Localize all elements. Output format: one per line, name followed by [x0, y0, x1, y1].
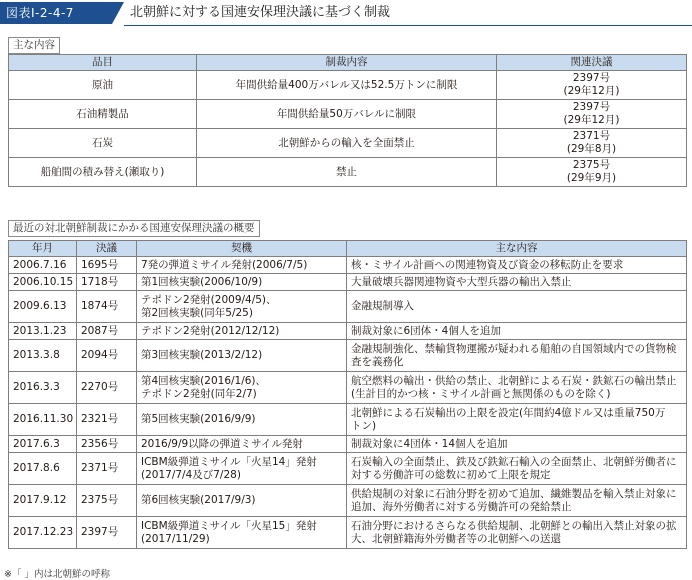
content-cell [347, 257, 687, 274]
col-header: 制裁内容 [197, 55, 497, 71]
resolution-cell [497, 100, 687, 129]
item-cell: 船舶間の積み替え(瀬取り) [9, 158, 197, 187]
figure-number: 図表Ⅰ-2-4-7 [0, 2, 112, 24]
resolution-cell: 2371号 [77, 453, 137, 485]
col-header: 決議 [77, 241, 137, 257]
trigger-line: 第5回核実験(2016/9/9) [141, 413, 256, 425]
sanction-content-cell: 年間供給量400万バレル又は52.5万トンに制限 [197, 71, 497, 100]
resolution-cell: 2397号 [77, 517, 137, 549]
item-cell: 原油 [9, 71, 197, 100]
date-cell: 2017.8.6 [9, 453, 77, 485]
trigger-line: テポドン2発射(2009/4/5)、 [141, 293, 277, 306]
table-row [9, 291, 687, 323]
trigger-line: (2017/11/29) [141, 532, 210, 545]
content-line: 制裁対象に6団体・4個人を追加 [351, 324, 501, 337]
figure-title: 北朝鮮に対する国連安保理決議に基づく制裁 [130, 5, 391, 20]
date-cell: 2009.6.13 [9, 291, 77, 323]
trigger-line: 2016/9/9以降の弾道ミサイル発射 [141, 437, 303, 450]
col-header: 関連決議 [497, 55, 687, 71]
table-row [9, 372, 687, 404]
resolution-cell: 1874号 [77, 291, 137, 323]
table-row [9, 323, 687, 340]
trigger-line: 第4回核実験(2016/1/6)、 [141, 374, 267, 387]
content-line: 金融規制導入 [351, 300, 414, 312]
trigger-cell [137, 257, 347, 274]
content-line: 航空燃料の輸出・供給の禁止、北朝鮮による石炭・鉄鉱石の輸出禁止 [351, 374, 677, 387]
date-cell: 2017.9.12 [9, 485, 77, 517]
trigger-cell [137, 517, 347, 549]
content-line: トン) [351, 419, 377, 432]
table-row [9, 517, 687, 549]
trigger-line: テポドン2発射(2012/12/12) [141, 324, 280, 337]
trigger-cell [137, 340, 347, 372]
trigger-line: ICBM級弾道ミサイル「火星14」発射 [141, 455, 317, 468]
date-cell: 2013.3.8 [9, 340, 77, 372]
resolution-cell [497, 158, 687, 187]
main-content-table [8, 54, 687, 187]
date-cell: 2017.6.3 [9, 436, 77, 453]
table-row [9, 436, 687, 453]
content-line: 核・ミサイル計画への関連物資及び資金の移転防止を要求 [351, 258, 624, 271]
date-cell: 2016.11.30 [9, 404, 77, 436]
item-cell: 石炭 [9, 129, 197, 158]
resolution-number: 2375号 [572, 159, 611, 171]
content-line: 追加、海外労働者に対する労働許可の発給禁止 [351, 500, 572, 513]
resolution-cell: 2270号 [77, 372, 137, 404]
trigger-cell [137, 372, 347, 404]
content-line: 査を義務化 [351, 355, 404, 368]
item-cell: 石油精製品 [9, 100, 197, 129]
table-row [9, 453, 687, 485]
resolution-cell: 2375号 [77, 485, 137, 517]
date-cell: 2016.3.3 [9, 372, 77, 404]
resolution-number: 2397号 [572, 101, 611, 113]
trigger-cell [137, 485, 347, 517]
table-row [9, 485, 687, 517]
col-header: 品目 [9, 55, 197, 71]
resolution-date: (29年12月) [563, 85, 620, 97]
table-row [9, 100, 687, 129]
content-cell [347, 436, 687, 453]
trigger-cell [137, 291, 347, 323]
table-row [9, 71, 687, 100]
content-line: 金融規制強化、禁輸貨物運搬が疑われる船舶の自国領域内での貨物検 [351, 342, 677, 355]
trigger-line: ICBM級弾道ミサイル「火星15」発射 [141, 519, 317, 532]
resolution-cell: 2321号 [77, 404, 137, 436]
sanction-content-cell: 禁止 [197, 158, 497, 187]
figure-header [0, 0, 692, 26]
content-cell [347, 323, 687, 340]
footnote: ※「 」内は北朝鮮の呼称 [4, 569, 110, 580]
content-cell [347, 291, 687, 323]
resolution-date: (29年12月) [563, 114, 620, 126]
table-row [9, 129, 687, 158]
content-line: 供給規制の対象に石油分野を初めて追加、繊維製品を輸入禁止対象に [351, 487, 677, 500]
resolution-cell: 1695号 [77, 257, 137, 274]
trigger-line: 第3回核実験(2013/2/12) [141, 349, 263, 361]
trigger-line: (2017/7/4及び7/28) [141, 468, 241, 481]
date-cell: 2013.1.23 [9, 323, 77, 340]
table-header-row [9, 55, 687, 71]
resolution-date: (29年9月) [566, 172, 617, 184]
content-cell [347, 274, 687, 291]
content-cell [347, 404, 687, 436]
resolution-cell: 2087号 [77, 323, 137, 340]
trigger-line: 7発の弾道ミサイル発射(2006/7/5) [141, 258, 308, 271]
section-label-main-content: 主な内容 [8, 37, 60, 54]
resolution-cell: 2094号 [77, 340, 137, 372]
resolution-number: 2397号 [572, 72, 611, 84]
col-header: 年月 [9, 241, 77, 257]
resolution-cell: 1718号 [77, 274, 137, 291]
resolution-cell [497, 71, 687, 100]
content-cell [347, 453, 687, 485]
table-row [9, 340, 687, 372]
trigger-cell [137, 274, 347, 291]
table-row [9, 274, 687, 291]
content-line: (生計目的かつ核・ミサイル計画と無関係のものを除く) [351, 387, 611, 400]
trigger-line: 第2回核実験(同年5/25) [141, 306, 253, 319]
date-cell: 2006.10.15 [9, 274, 77, 291]
content-line: 大、北朝鮮籍海外労働者等の北朝鮮への送還 [351, 532, 561, 545]
header-rule [124, 25, 692, 26]
trigger-line: 第6回核実験(2017/9/3) [141, 494, 256, 506]
resolution-date: (29年8月) [566, 143, 617, 155]
date-cell: 2017.12.23 [9, 517, 77, 549]
table-row [9, 158, 687, 187]
content-line: 石炭輸入の全面禁止、鉄及び鉄鉱石輸入の全面禁止、北朝鮮労働者に [351, 455, 677, 468]
sanction-content-cell: 年間供給量50万バレルに制限 [197, 100, 497, 129]
content-line: 石油分野におけるさらなる供給規制、北朝鮮との輸出入禁止対象の拡 [351, 519, 677, 532]
resolution-cell [497, 129, 687, 158]
table-row [9, 257, 687, 274]
content-cell [347, 372, 687, 404]
trigger-cell [137, 436, 347, 453]
section-label-resolutions: 最近の対北朝鮮制裁にかかる国連安保理決議の概要 [8, 220, 260, 237]
content-line: 制裁対象に4団体・14個人を追加 [351, 437, 508, 450]
col-header: 契機 [137, 241, 347, 257]
content-cell [347, 340, 687, 372]
trigger-cell [137, 404, 347, 436]
trigger-cell [137, 453, 347, 485]
col-header: 主な内容 [347, 241, 687, 257]
content-cell [347, 485, 687, 517]
table-row [9, 404, 687, 436]
resolution-cell: 2356号 [77, 436, 137, 453]
trigger-cell [137, 323, 347, 340]
date-cell: 2006.7.16 [9, 257, 77, 274]
header-slash-decoration [112, 2, 124, 24]
content-line: 対する労働許可の総数に初めて上限を規定 [351, 468, 551, 481]
content-line: 北朝鮮による石炭輸出の上限を設定(年間約4億ドル又は重量750万 [351, 406, 666, 419]
content-line: 大量破壊兵器関連物資や大型兵器の輸出入禁止 [351, 275, 572, 288]
trigger-line: テポドン2発射(同年2/7) [141, 387, 257, 400]
sanction-content-cell: 北朝鮮からの輸入を全面禁止 [197, 129, 497, 158]
resolutions-table [8, 240, 687, 549]
content-cell [347, 517, 687, 549]
trigger-line: 第1回核実験(2006/10/9) [141, 275, 263, 288]
table-header-row [9, 241, 687, 257]
resolution-number: 2371号 [572, 130, 611, 142]
